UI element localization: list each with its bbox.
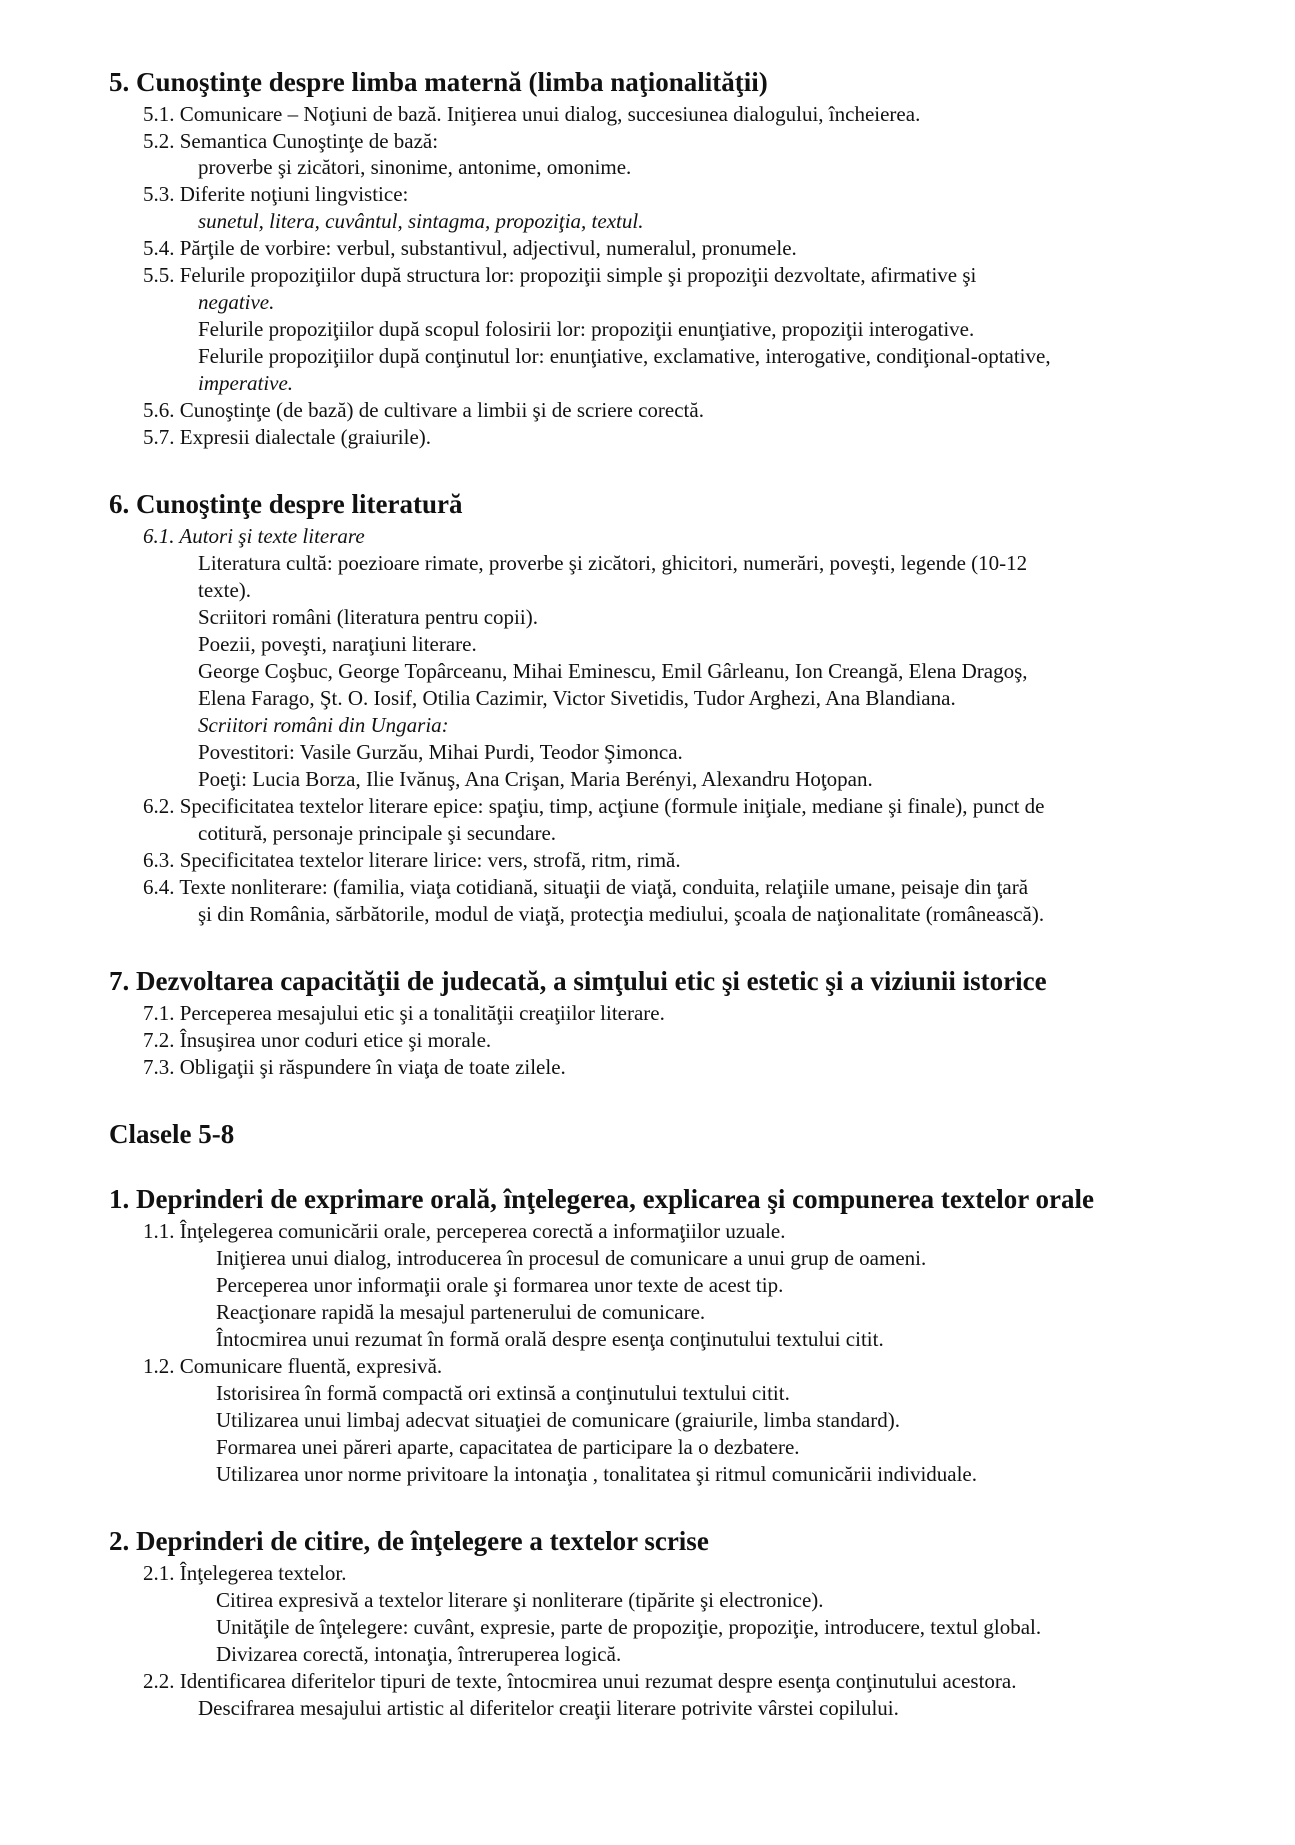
item-1-1-a: Iniţierea unui dialog, introducerea în procesul de comunicare a unui grup de oameni. xyxy=(216,1246,927,1270)
item-1-1: 1.1. Înţelegerea comunicării orale, perceperea corectă a informaţiilor uzuale. xyxy=(143,1219,786,1243)
item-6-2: 6.2. Specificitatea textelor literare epice: spaţiu, timp, acţiune (formule iniţiale, mediane şi finale), punct de xyxy=(143,794,1045,818)
item-5-5-scop: Felurile propoziţiilor după scopul folosirii lor: propoziţii enunţiative, propoziţii interogative. xyxy=(198,317,975,341)
section-7-heading: 7. Dezvoltarea capacităţii de judecată, a simţului etic şi estetic şi a viziunii istorice xyxy=(109,966,1047,996)
item-1-1-d: Întocmirea unui rezumat în formă orală despre esenţa conţinutului textului citit. xyxy=(216,1327,884,1351)
item-5-7: 5.7. Expresii dialectale (graiurile). xyxy=(143,425,432,449)
item-7-1: 7.1. Perceperea mesajului etic şi a tonalităţii creaţiilor literare. xyxy=(143,1001,665,1025)
section-5-heading: 5. Cunoştinţe despre limba maternă (limba naţionalităţii) xyxy=(109,67,768,97)
item-5-4: 5.4. Părţile de vorbire: verbul, substantivul, adjectivul, numeralul, pronumele. xyxy=(143,236,797,260)
item-7-2: 7.2. Însuşirea unor coduri etice şi morale. xyxy=(143,1028,492,1052)
item-6-1-cult-cont: texte). xyxy=(198,578,252,602)
item-6-1-genres: Poezii, poveşti, naraţiuni literare. xyxy=(198,632,477,656)
item-6-1: 6.1. Autori şi texte literare xyxy=(143,524,365,548)
item-6-1-authors-cont: Elena Farago, Şt. O. Iosif, Otilia Cazimir, Victor Sivetidis, Tudor Arghezi, Ana Blandiana. xyxy=(198,686,956,710)
item-1-2-c: Formarea unei păreri aparte, capacitatea de participare la o dezbatere. xyxy=(216,1435,800,1459)
item-2-2: 2.2. Identificarea diferitelor tipuri de texte, întocmirea unui rezumat despre esenţa conţinutului acestora. xyxy=(143,1669,1017,1693)
item-5-3-detail: sunetul, litera, cuvântul, sintagma, propoziţia, textul. xyxy=(198,209,644,233)
item-2-2-cont: Descifrarea mesajului artistic al diferitelor creaţii literare potrivite vârstei copilului. xyxy=(198,1696,899,1720)
competence-2-heading: 2. Deprinderi de citire, de înţelegere a textelor scrise xyxy=(109,1526,709,1556)
item-2-1: 2.1. Înţelegerea textelor. xyxy=(143,1561,347,1585)
item-5-5-continut: Felurile propoziţiilor după conţinutul lor: enunţiative, exclamative, interogative, condiţional-optative, xyxy=(198,344,1051,368)
item-5-1: 5.1. Comunicare – Noţiuni de bază. Iniţierea unui dialog, succesiunea dialogului, încheierea. xyxy=(143,102,921,126)
item-5-2-detail: proverbe şi zicători, sinonime, antonime, omonime. xyxy=(198,155,632,179)
item-1-2-b: Utilizarea unui limbaj adecvat situaţiei de comunicare (graiurile, limba standard). xyxy=(216,1408,900,1432)
item-6-1-poets: Poeţi: Lucia Borza, Ilie Ivănuş, Ana Crişan, Maria Berényi, Alexandru Hoţopan. xyxy=(198,767,873,791)
item-6-1-hungary: Scriitori români din Ungaria: xyxy=(198,713,449,737)
item-6-1-storytellers: Povestitori: Vasile Gurzău, Mihai Purdi, Teodor Şimonca. xyxy=(198,740,683,764)
item-6-2-cont: cotitură, personaje principale şi secundare. xyxy=(198,821,557,845)
item-6-1-authors: George Coşbuc, George Topârceanu, Mihai Eminescu, Emil Gârleanu, Ion Creangă, Elena Dragoş, xyxy=(198,659,1028,683)
item-1-2-d: Utilizarea unor norme privitoare la intonaţia , tonalitatea şi ritmul comunicării individuale. xyxy=(216,1462,978,1486)
item-5-3: 5.3. Diferite noţiuni lingvistice: xyxy=(143,182,409,206)
section-6-heading: 6. Cunoştinţe despre literatură xyxy=(109,489,463,519)
item-5-5: 5.5. Felurile propoziţiilor după structura lor: propoziţii simple şi propoziţii dezvoltate, afirmative şi xyxy=(143,263,977,287)
item-1-1-b: Perceperea unor informaţii orale şi formarea unor texte de acest tip. xyxy=(216,1273,784,1297)
item-1-2: 1.2. Comunicare fluentă, expresivă. xyxy=(143,1354,443,1378)
item-2-1-b: Unităţile de înţelegere: cuvânt, expresie, parte de propoziţie, propoziţie, introducere, textul global. xyxy=(216,1615,1042,1639)
item-6-1-writers: Scriitori români (literatura pentru copii). xyxy=(198,605,538,629)
item-6-1-cult: Literatura cultă: poezioare rimate, proverbe şi zicători, ghicitori, numerări, poveşti, legende (10-12 xyxy=(198,551,1028,575)
item-5-6: 5.6. Cunoştinţe (de bază) de cultivare a limbii şi de scriere corectă. xyxy=(143,398,704,422)
item-2-1-c: Divizarea corectă, intonaţia, întreruperea logică. xyxy=(216,1642,622,1666)
item-2-1-a: Citirea expresivă a textelor literare şi nonliterare (tipărite şi electronice). xyxy=(216,1588,824,1612)
competence-1-heading: 1. Deprinderi de exprimare orală, înţelegerea, explicarea şi compunerea textelor orale xyxy=(109,1184,1094,1214)
item-7-3: 7.3. Obligaţii şi răspundere în viaţa de toate zilele. xyxy=(143,1055,566,1079)
item-5-5-cont: negative. xyxy=(198,290,275,314)
item-6-4: 6.4. Texte nonliterare: (familia, viaţa cotidiană, situaţii de viaţă, conduita, relaţiile umane, peisaje din ţară xyxy=(143,875,1029,899)
item-6-3: 6.3. Specificitatea textelor literare lirice: vers, strofă, ritm, rimă. xyxy=(143,848,681,872)
item-5-2: 5.2. Semantica Cunoştinţe de bază: xyxy=(143,129,439,153)
classes-heading: Clasele 5-8 xyxy=(109,1119,235,1149)
item-1-1-c: Reacţionare rapidă la mesajul partenerului de comunicare. xyxy=(216,1300,706,1324)
item-1-2-a: Istorisirea în formă compactă ori extinsă a conţinutului textului citit. xyxy=(216,1381,790,1405)
item-6-4-cont: şi din România, sărbătorile, modul de viaţă, protecţia mediului, şcoala de naţionalitate (românească). xyxy=(198,902,1045,926)
item-5-5-continut-cont: imperative. xyxy=(198,371,294,395)
